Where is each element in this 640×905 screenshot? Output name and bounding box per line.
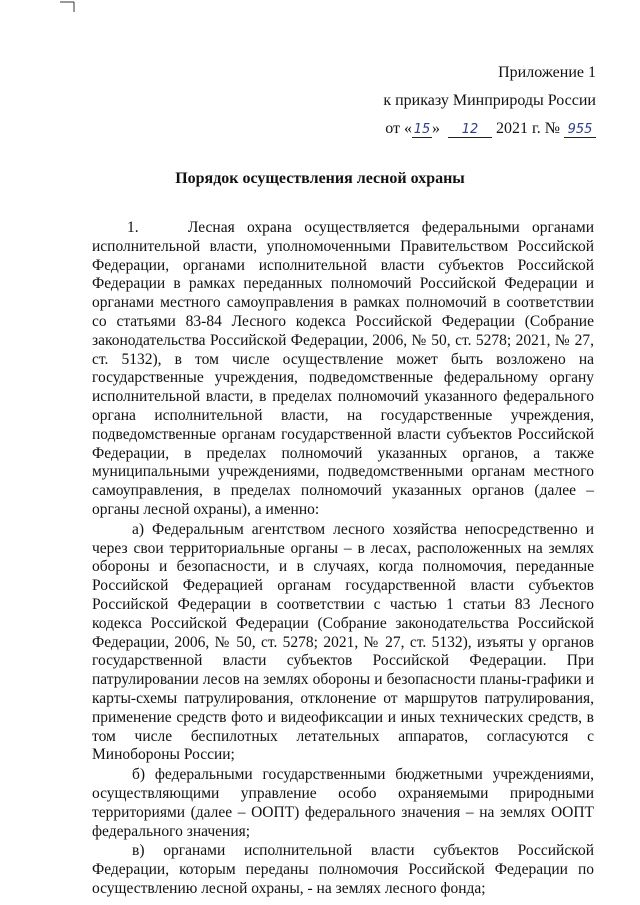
date-prefix: от « (385, 120, 412, 137)
subparagraph-a: а) Федеральным агентством лесного хозяйства непосредственно и через свои территориальные органы – в лесах, расположенных на землях обороны и безопасности, и в случаях, когда полномочия, переданные Российской Федерацией органам государственной власти субъектов Российской Федерации в соответствии с частью 1 статьи 83 Лесного кодекса Российской Федерации (Собрание законодательства Российской Федерации, 2006, № 50, ст. 5278; 2021, № 27, ст. 5132), изъяты у органов государственной власти субъектов Российской Федерации. При патрулировании лесов на землях обороны и безопасности планы-графики и карты-схемы патрулирования, отклонение от маршрутов патрулирования, применение средств фото и видеофиксации и иных технических средств, в том числе беспилотных летательных аппаратов, согласуются с Минобороны России; (92, 520, 594, 764)
document-title: Порядок осуществления лесной охраны (175, 170, 465, 187)
subparagraph-b: б) федеральными государственными бюджетными учреждениями, осуществляющими управление особо охраняемыми природными территориями (далее – ООПТ) федерального значения – на землях ООПТ федерального значения; (92, 766, 594, 840)
order-date-line (385, 120, 596, 138)
document-body (92, 219, 594, 899)
paragraph-1: 1. Лесная охрана осуществляется федеральными органами исполнительной власти, уполномоченными Правительством Российской Федерации, органами исполнительной власти субъектов Российской Федерации в рамках переданных полномочий Российской Федерации и органами местного самоуправления в рамках полномочий в соответствии со статьями 83-84 Лесного кодекса Российской Федерации (Собрание законодательства Российской Федерации, 2006, № 50, ст. 5278; 2021, № 27, ст. 5132), в том числе осуществление может быть возложено на государственные учреждения, подведомственные федеральному органу исполнительной власти, в пределах полномочий указанного федерального органа исполнительной власти, на государственные учреждения, подведомственные органам государственной власти субъектов Российской Федерации, в пределах полномочий указанных органов, а также муниципальными учреждениями, подведомственными органам местного самоуправления, в пределах полномочий указанных органов (далее – органы лесной охраны), а именно: (92, 219, 594, 518)
appendix-label (498, 64, 596, 82)
date-mid: » (431, 120, 440, 137)
order-reference (383, 92, 596, 110)
handwritten-month: 12 (448, 122, 492, 138)
scan-corner-mark (60, 0, 82, 12)
date-year: 2021 г. № (495, 120, 560, 137)
order-reference-text: к приказу Минприроды России (383, 92, 596, 109)
appendix-text: Приложение 1 (498, 64, 596, 81)
subparagraph-v: в) органами исполнительной власти субъектов Российской Федерации, которым переданы полномочия Российской Федерации по осуществлению лесной охраны, - на землях лесного фонда; (92, 842, 594, 897)
handwritten-day: 15 (413, 122, 431, 137)
handwritten-order-number: 955 (564, 122, 596, 138)
